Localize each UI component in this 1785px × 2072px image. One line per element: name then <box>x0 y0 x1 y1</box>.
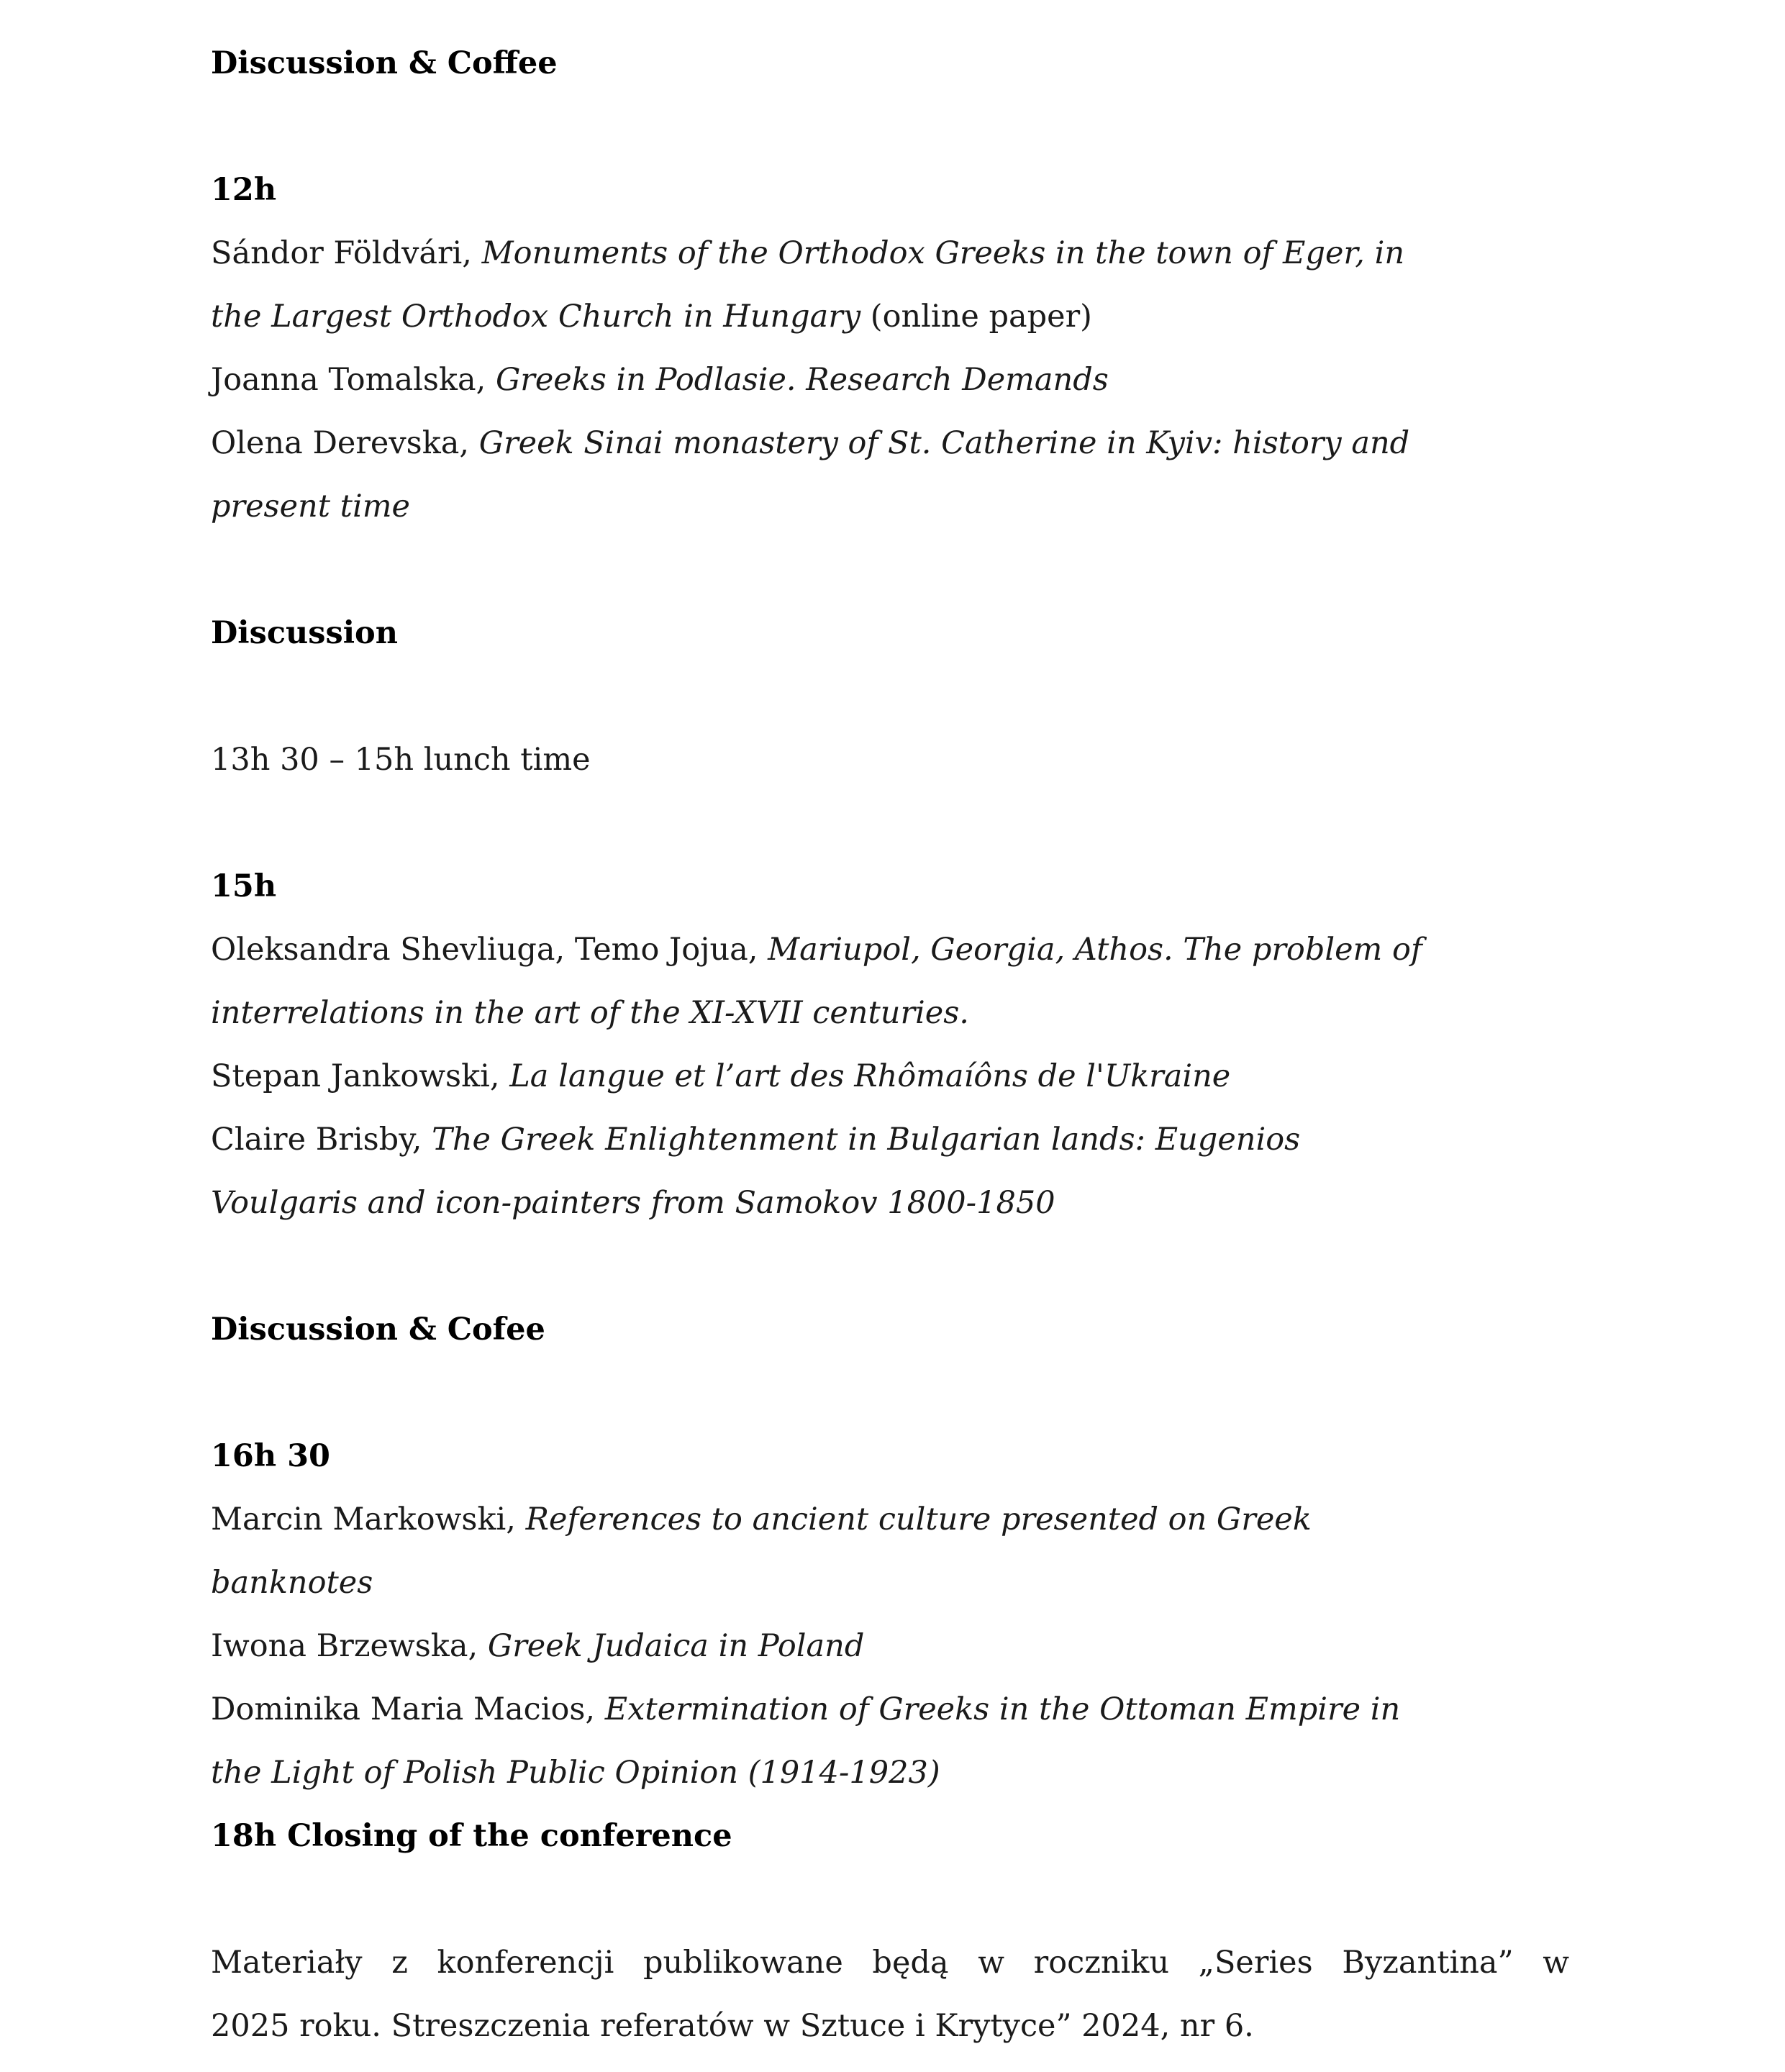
conference-program <box>211 32 1578 2058</box>
talk-author: Stepan Jankowski, <box>211 1058 510 1094</box>
talk-title: La langue et l’art des Rhômaíôns de l'Ukraine <box>509 1058 1231 1094</box>
talk-entry <box>211 412 1578 475</box>
spacer <box>211 1868 1578 1931</box>
talk-entry <box>211 222 1578 285</box>
talk-title: Extermination of Greeks in the Ottoman Empire in <box>604 1691 1401 1727</box>
talk-title: Greek Judaica in Poland <box>487 1628 865 1664</box>
spacer <box>211 95 1578 158</box>
talk-title: Voulgaris and icon-painters from Samokov 1800-1850 <box>211 1185 1055 1221</box>
talk-author: Joanna Tomalska, <box>211 362 496 398</box>
spacer <box>211 1235 1578 1298</box>
talk-entry-continued <box>211 285 1578 348</box>
lunch-break: 13h 30 – 15h lunch time <box>211 742 591 778</box>
talk-title: Monuments of the Orthodox Greeks in the town of Eger, in <box>481 235 1405 271</box>
talk-entry-continued <box>211 981 1578 1045</box>
talk-entry <box>211 1108 1578 1171</box>
talk-entry <box>211 1678 1578 1741</box>
session-time-15h: 15h <box>211 868 277 904</box>
talk-title: the Largest Orthodox Church in Hungary <box>211 299 861 335</box>
talk-title: Mariupol, Georgia, Athos. The problem of <box>768 932 1422 968</box>
talk-entry-continued <box>211 1171 1578 1235</box>
talk-entry <box>211 1045 1578 1108</box>
talk-entry-continued <box>211 1741 1578 1804</box>
publication-note-line-1: Materiały z konferencji publikowane będą w roczniku „Series Byzantina” w <box>211 1945 1569 1981</box>
talk-title: the Light of Polish Public Opinion (1914-1923) <box>211 1755 940 1791</box>
talk-title: banknotes <box>211 1565 373 1601</box>
talk-title: interrelations in the art of the XI-XVII centuries. <box>211 995 969 1031</box>
talk-entry-continued <box>211 1551 1578 1614</box>
session-time-16h30: 16h 30 <box>211 1438 330 1474</box>
spacer <box>211 1361 1578 1424</box>
talk-note: (online paper) <box>860 299 1092 335</box>
talk-author: Oleksandra Shevliuga, Temo Jojua, <box>211 932 768 968</box>
talk-title: present time <box>211 489 410 524</box>
section-heading-discussion-coffee: Discussion & Coffee <box>211 45 558 81</box>
session-time-12h: 12h <box>211 172 277 208</box>
spacer <box>211 791 1578 855</box>
talk-title: The Greek Enlightenment in Bulgarian lands: Eugenios <box>432 1122 1301 1158</box>
section-heading-discussion-cofee: Discussion & Cofee <box>211 1312 545 1348</box>
talk-entry-continued <box>211 475 1578 538</box>
spacer <box>211 538 1578 601</box>
talk-title: Greek Sinai monastery of St. Catherine in Kyiv: history and <box>478 425 1410 461</box>
talk-author: Olena Derevska, <box>211 425 479 461</box>
talk-author: Dominika Maria Macios, <box>211 1691 605 1727</box>
section-heading-discussion: Discussion <box>211 615 398 651</box>
talk-entry <box>211 348 1578 412</box>
talk-entry <box>211 918 1578 981</box>
talk-title: References to ancient culture presented on Greek <box>525 1501 1312 1537</box>
talk-entry <box>211 1488 1578 1551</box>
spacer <box>211 665 1578 728</box>
talk-entry <box>211 1614 1578 1678</box>
talk-author: Sándor Földvári, <box>211 235 482 271</box>
publication-note-line-2: 2025 roku. Streszczenia referatów w Sztuce i Krytyce” 2024, nr 6. <box>211 2008 1254 2044</box>
talk-author: Claire Brisby, <box>211 1122 432 1158</box>
talk-title: Greeks in Podlasie. Research Demands <box>495 362 1109 398</box>
talk-author: Marcin Markowski, <box>211 1501 526 1537</box>
talk-author: Iwona Brzewska, <box>211 1628 488 1664</box>
closing-heading: 18h Closing of the conference <box>211 1818 732 1854</box>
